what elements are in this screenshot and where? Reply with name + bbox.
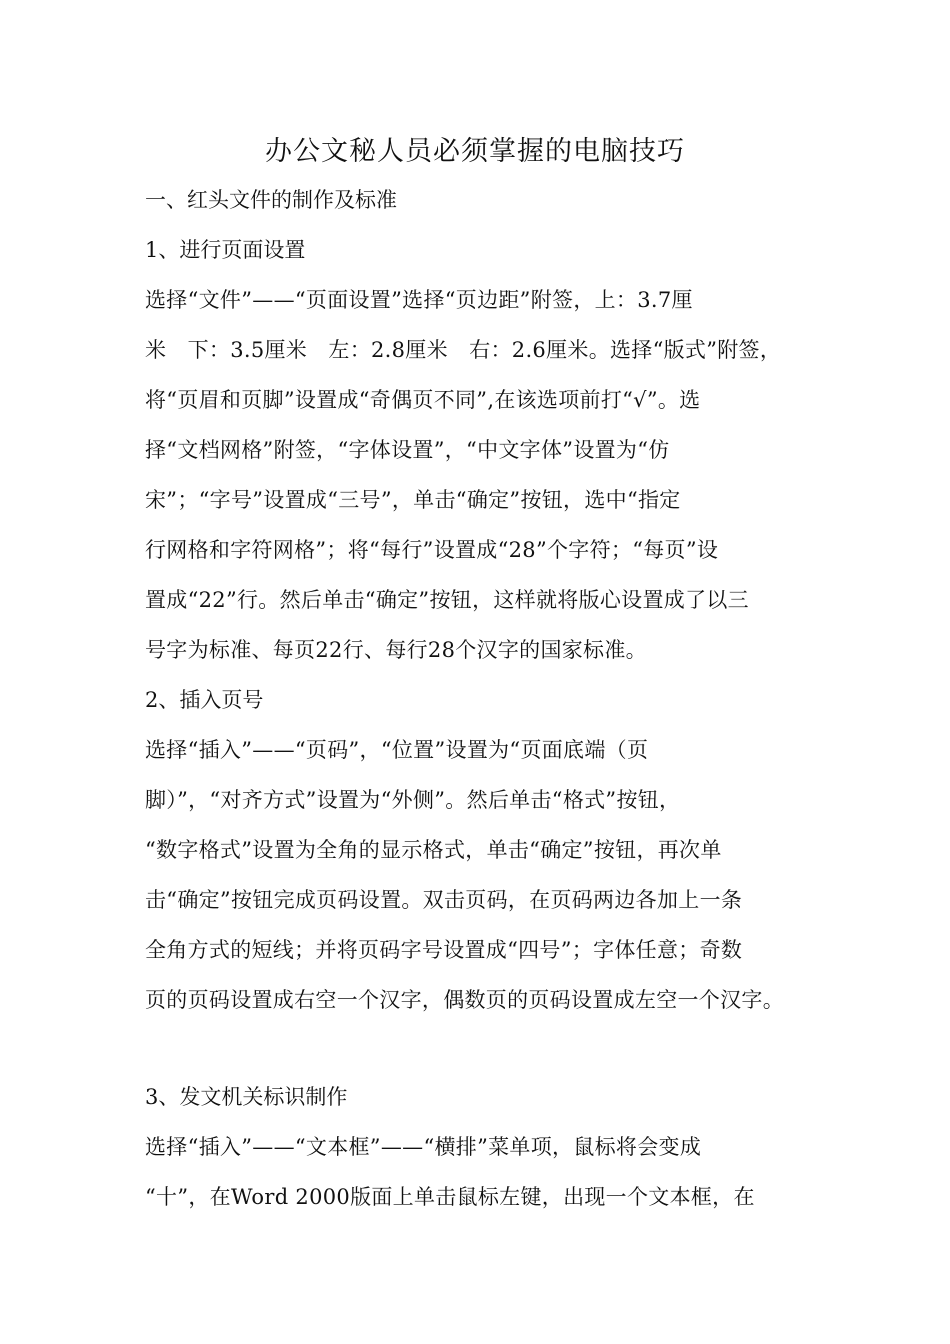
- paragraph-line: “十”，在Word 2000版面上单击鼠标左键，出现一个文本框，在: [145, 1185, 755, 1209]
- paragraph-line: 米 下：3.5厘米 左：2.8厘米 右：2.6厘米。选择“版式”附签，: [145, 338, 782, 362]
- paragraph-line: 号字为标准、每页22行、每行28个汉字的国家标准。: [145, 638, 647, 662]
- paragraph-line: “数字格式”设置为全角的显示格式，单击“确定”按钮，再次单: [145, 838, 722, 862]
- section-heading-1: 一、红头文件的制作及标准: [145, 188, 397, 212]
- paragraph-line: 置成“22”行。然后单击“确定”按钮，这样就将版心设置成了以三: [145, 588, 749, 612]
- subsection-heading-page-setup: 1、进行页面设置: [145, 238, 306, 262]
- paragraph-line: 脚）”，“对齐方式”设置为“外侧”。然后单击“格式”按钮，: [145, 788, 681, 812]
- paragraph-line: 选择“文件”——“页面设置”选择“页边距”附签，上：3.7厘: [145, 288, 693, 312]
- paragraph-line: 全角方式的短线；并将页码字号设置成“四号”；字体任意；奇数: [145, 938, 743, 962]
- paragraph-line: 选择“插入”——“文本框”——“横排”菜单项，鼠标将会变成: [145, 1135, 702, 1159]
- paragraph-line: 选择“插入”——“页码”，“位置”设置为“页面底端（页: [145, 738, 649, 762]
- subsection-heading-page-number: 2、插入页号: [145, 688, 264, 712]
- paragraph-line: 击“确定”按钮完成页码设置。双击页码，在页码两边各加上一条: [145, 888, 743, 912]
- paragraph-line: 将“页眉和页脚”设置成“奇偶页不同”,在该选项前打“√”。选: [145, 388, 701, 412]
- paragraph-line: 择“文档网格”附签，“字体设置”，“中文字体”设置为“仿: [145, 438, 670, 462]
- document-title: 办公文秘人员必须掌握的电脑技巧: [265, 136, 685, 167]
- paragraph-line: 页的页码设置成右空一个汉字，偶数页的页码设置成左空一个汉字。: [145, 988, 784, 1012]
- paragraph-line: 行网格和字符网格”；将“每行”设置成“28”个字符；“每页”设: [145, 538, 719, 562]
- subsection-heading-issuing-authority: 3、发文机关标识制作: [145, 1085, 348, 1109]
- paragraph-line: 宋”；“字号”设置成“三号”，单击“确定”按钮，选中“指定: [145, 488, 681, 512]
